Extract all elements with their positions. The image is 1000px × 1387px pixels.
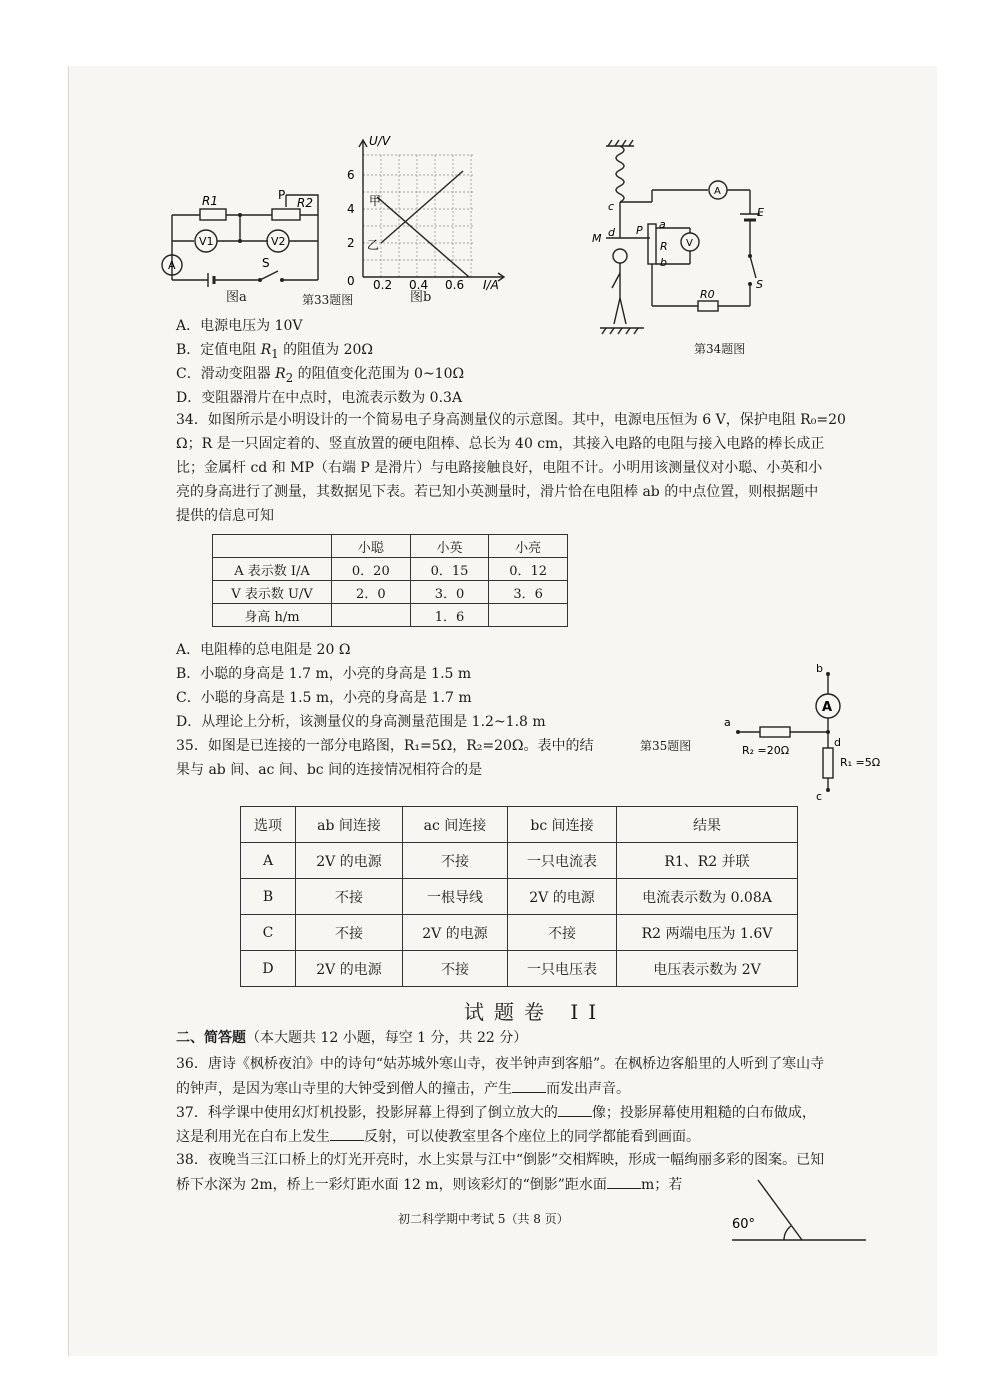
graph-ytick-2: 2 bbox=[347, 236, 355, 250]
q34-m-label: M bbox=[592, 232, 602, 245]
table-row: B 不接 一根导线 2V 的电源 电流表示数为 0.08A bbox=[241, 879, 798, 915]
ammeter-label: A bbox=[168, 259, 176, 272]
q37-line-2: 这是利用光在白布上发生 反射，可以使教室里各个座位上的同学都能看到画面。 bbox=[176, 1126, 700, 1147]
q34-option-d: D．从理论上分析，该测量仪的身高测量范围是 1.2~1.8 m bbox=[176, 714, 546, 730]
q34-option-c: C．小聪的身高是 1.5 m，小亮的身高是 1.7 m bbox=[176, 690, 472, 706]
q34-data-table bbox=[212, 534, 568, 627]
q35-d-label: d bbox=[834, 736, 841, 749]
q35-b-label: b bbox=[816, 662, 823, 675]
r2-label: R2 bbox=[297, 196, 313, 210]
page-footer: 初二科学期中考试 5（共 8 页） bbox=[398, 1212, 569, 1226]
q34-option-a: A．电阻棒的总电阻是 20 Ω bbox=[176, 642, 351, 658]
q34-e-label: E bbox=[757, 206, 764, 219]
q35-circuit-figure bbox=[716, 662, 906, 802]
q34-c-label: c bbox=[608, 200, 615, 213]
graph-ytick-6: 6 bbox=[347, 168, 355, 182]
table-row: V 表示数 U/V 2．0 3．0 3．6 bbox=[213, 581, 568, 604]
q38-answer-blank[interactable] bbox=[607, 1174, 641, 1189]
q33-option-b: B．定值电阻 $R_1$ 的阻值为 20Ω bbox=[176, 342, 374, 361]
section-2-heading: 二、简答题（本大题共 12 小题，每空 1 分，共 22 分） bbox=[176, 1030, 528, 1046]
table-row: A 2V 的电源 不接 一只电流表 R1、R2 并联 bbox=[241, 843, 798, 879]
table-row: D 2V 的电源 不接 一只电压表 电压表示数为 2V bbox=[241, 951, 798, 987]
q38-angle-figure bbox=[728, 1172, 873, 1246]
graph-xtick-02: 0.2 bbox=[373, 278, 393, 292]
q34-height-meter-figure bbox=[588, 138, 788, 338]
q33-ui-graph bbox=[333, 133, 513, 293]
q35-ammeter-label: A bbox=[822, 700, 833, 715]
v1-label: V1 bbox=[199, 235, 214, 248]
q34-stem-line-2: Ω；R 是一只固定着的、竖直放置的硬电阻棒、总长为 40 cm，其接入电路的电阻与接入电路的棒长成正 bbox=[176, 436, 825, 452]
q38-line-2: 桥下水深为 2m，桥上一彩灯距水面 12 m，则该彩灯的“倒影”距水面 m；若 bbox=[176, 1174, 682, 1195]
table-row: C 不接 2V 的电源 不接 R2 两端电压为 1.6V bbox=[241, 915, 798, 951]
graph-xlabel: I/A bbox=[483, 278, 499, 292]
q34-fig-caption: 第34题图 bbox=[694, 342, 746, 356]
p-label: P bbox=[278, 188, 286, 202]
q35-fig-caption: 第35题图 bbox=[640, 739, 692, 753]
q36-line-1: 36．唐诗《枫桥夜泊》中的诗句“姑苏城外寒山寺，夜半钟声到客船”。在枫桥边客船里的人听到了寒山寺 bbox=[176, 1056, 825, 1072]
q35-stem-line-1: 35．如图是已连接的一部分电路图，R₁=5Ω，R₂=20Ω。表中的结 bbox=[176, 738, 594, 754]
table-row: A 表示数 I/A 0．20 0．15 0．12 bbox=[213, 558, 568, 581]
q33-option-a: A．电源电压为 10V bbox=[176, 318, 303, 334]
q33-option-c: C．滑动变阻器 $R_2$ 的阻值变化范围为 0~10Ω bbox=[176, 366, 465, 385]
q36-line-2: 的钟声，是因为寒山寺里的大钟受到僧人的撞击，产生 而发出声音。 bbox=[176, 1078, 630, 1099]
table-row: 选项 ab 间连接 ac 间连接 bc 间连接 结果 bbox=[241, 807, 798, 843]
q37-answer-blank-2[interactable] bbox=[330, 1126, 364, 1141]
q38-angle-label: 60° bbox=[732, 1217, 756, 1232]
graph-xtick-04: 0.4 bbox=[409, 278, 429, 292]
graph-ytick-4: 4 bbox=[347, 202, 355, 216]
q36-answer-blank[interactable] bbox=[512, 1078, 546, 1093]
graph-ylabel: U/V bbox=[369, 134, 391, 148]
switch-label: S bbox=[262, 256, 270, 270]
q34-d-label: d bbox=[608, 226, 615, 239]
q35-c-label: c bbox=[816, 790, 823, 802]
q35-a-label: a bbox=[724, 716, 731, 729]
q33-circuit-figure bbox=[150, 185, 330, 300]
q34-ammeter-label: A bbox=[714, 186, 721, 197]
q34-a-label: a bbox=[659, 218, 666, 231]
q37-line-1: 37．科学课中使用幻灯机投影，投影屏幕上得到了倒立放大的 像；投影屏幕使用粗糙的白布做成， bbox=[176, 1102, 816, 1123]
q35-r2-label: R₂ =20Ω bbox=[742, 744, 790, 757]
r1-label: R1 bbox=[202, 194, 218, 208]
q35-stem-line-2: 果与 ab 间、ac 间、bc 间的连接情况相符合的是 bbox=[176, 762, 483, 778]
q34-option-b: B．小聪的身高是 1.7 m，小亮的身高是 1.5 m bbox=[176, 666, 472, 682]
table-row: 小聪 小英 小亮 bbox=[213, 535, 568, 558]
q38-line-1: 38．夜晚当三江口桥上的灯光开亮时，水上实景与江中“倒影”交相辉映，形成一幅绚丽多彩的图案。已知 bbox=[176, 1152, 825, 1168]
q34-r-label: R bbox=[660, 240, 668, 253]
q35-r1-label: R₁ =5Ω bbox=[840, 756, 881, 769]
table-row: 身高 h/m 1．6 bbox=[213, 604, 568, 627]
graph-ytick-0: 0 bbox=[347, 274, 355, 288]
q33-fig-b-label: 图b bbox=[410, 290, 432, 305]
q34-voltmeter-label: V bbox=[686, 238, 693, 249]
q33-fig-caption: 第33题图 bbox=[302, 293, 354, 307]
q34-r0-label: R0 bbox=[700, 288, 715, 301]
q35-options-table bbox=[240, 806, 798, 987]
q34-stem-line-1: 34．如图所示是小明设计的一个简易电子身高测量仪的示意图。其中，电源电压恒为 6 V，保护电阻 R₀=20 bbox=[176, 412, 846, 428]
q34-b-label: b bbox=[660, 256, 667, 269]
q33-fig-a-label: 图a bbox=[226, 290, 247, 305]
line-jia-label: 甲 bbox=[369, 194, 382, 208]
q34-p-label: P bbox=[636, 224, 643, 237]
q34-stem-line-4: 亮的身高进行了测量，其数据见下表。若已知小英测量时，滑片恰在电阻棒 ab 的中点位置，则根据题中 bbox=[176, 484, 819, 500]
q33-option-d: D．变阻器滑片在中点时，电流表示数为 0.3A bbox=[176, 390, 463, 406]
q37-answer-blank-1[interactable] bbox=[558, 1102, 592, 1117]
q34-s-label: S bbox=[756, 278, 763, 291]
q34-stem-line-5: 提供的信息可知 bbox=[176, 508, 274, 524]
q34-stem-line-3: 比；金属杆 cd 和 MP（右端 P 是滑片）与电路接触良好，电阻不计。小明用该测量仪对小聪、小英和小 bbox=[176, 460, 823, 476]
section-2-title: 试题卷 II bbox=[464, 1000, 607, 1024]
graph-xtick-06: 0.6 bbox=[445, 278, 465, 292]
v2-label: V2 bbox=[271, 235, 286, 248]
line-yi-label: 乙 bbox=[367, 238, 380, 252]
